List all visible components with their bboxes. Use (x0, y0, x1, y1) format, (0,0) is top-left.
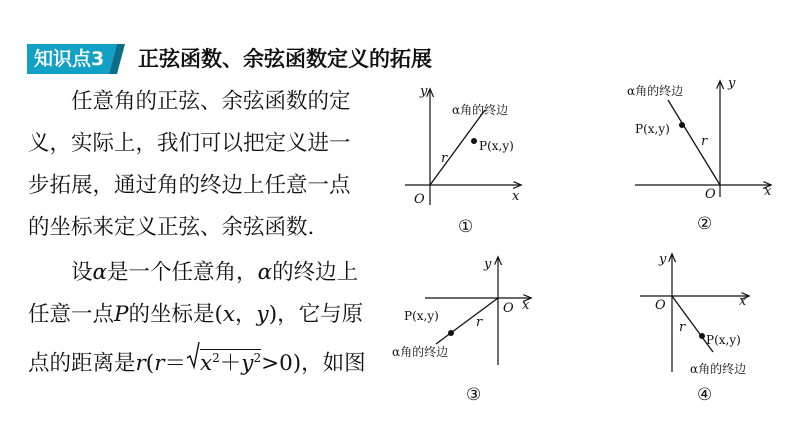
figure-number: ④ (697, 385, 713, 405)
r-label: r (476, 315, 483, 330)
point-p (448, 330, 454, 336)
sqrt-expression: $x^2+y^2$ (186, 342, 261, 380)
figure-number: ② (697, 214, 713, 234)
body-line-1: 任意角的正弦、余弦函数的定 (28, 89, 351, 114)
x-axis-label: x (522, 298, 530, 313)
point-label: P(x,y) (404, 309, 439, 323)
terminal-label: α角的终边 (392, 345, 449, 359)
x-axis-label: x (764, 184, 772, 199)
y-axis-label: y (484, 257, 492, 272)
figure-3 (392, 257, 530, 405)
para2-line-3: 点的距离是r(r＝ $x^2+y^2>0$)，如图 (28, 342, 366, 380)
terminal-side (430, 110, 485, 185)
y-axis-label: y (420, 84, 428, 99)
body-line-3: 步拓展，通过角的终边上任意一点 (28, 173, 351, 198)
section-heading: 正弦函数、余弦函数定义的拓展 (138, 47, 432, 71)
figure-4 (640, 252, 748, 405)
section-badge-label: 知识点3 (34, 48, 105, 70)
terminal-side (436, 298, 498, 344)
origin-label: O (503, 301, 514, 316)
para2-line-2: 任意一点P的坐标是(x，y)，它与原 (28, 302, 364, 327)
terminal-label: α角的终边 (452, 103, 509, 117)
origin-label: O (414, 192, 425, 207)
origin-label: O (705, 187, 716, 202)
origin-label: O (655, 298, 666, 313)
r-label: r (441, 151, 448, 166)
terminal-label: α角的终边 (690, 362, 747, 376)
r-label: r (701, 134, 708, 149)
point-label: P(x,y) (706, 333, 741, 347)
point-label: P(x,y) (635, 122, 670, 136)
figure-number: ③ (466, 385, 482, 405)
point-p (471, 138, 477, 144)
para2-line-1: 设α是一个任意角，α的终边上 (28, 260, 359, 285)
figure-number: ① (458, 217, 474, 237)
y-axis-label: y (659, 252, 667, 267)
terminal-label: α角的终边 (627, 84, 684, 98)
y-axis-label: y (728, 76, 736, 91)
point-p (679, 122, 685, 128)
terminal-side (668, 100, 720, 185)
body-line-4: 的坐标来定义正弦、余弦函数. (28, 215, 315, 240)
point-label: P(x,y) (479, 139, 514, 153)
figure-1 (405, 84, 520, 237)
point-p (699, 333, 705, 339)
x-axis-label: x (739, 294, 747, 309)
figure-2 (627, 76, 772, 234)
body-line-2: 义，实际上，我们可以把定义进一 (28, 131, 351, 156)
x-axis-label: x (512, 189, 520, 204)
r-label: r (679, 320, 686, 335)
